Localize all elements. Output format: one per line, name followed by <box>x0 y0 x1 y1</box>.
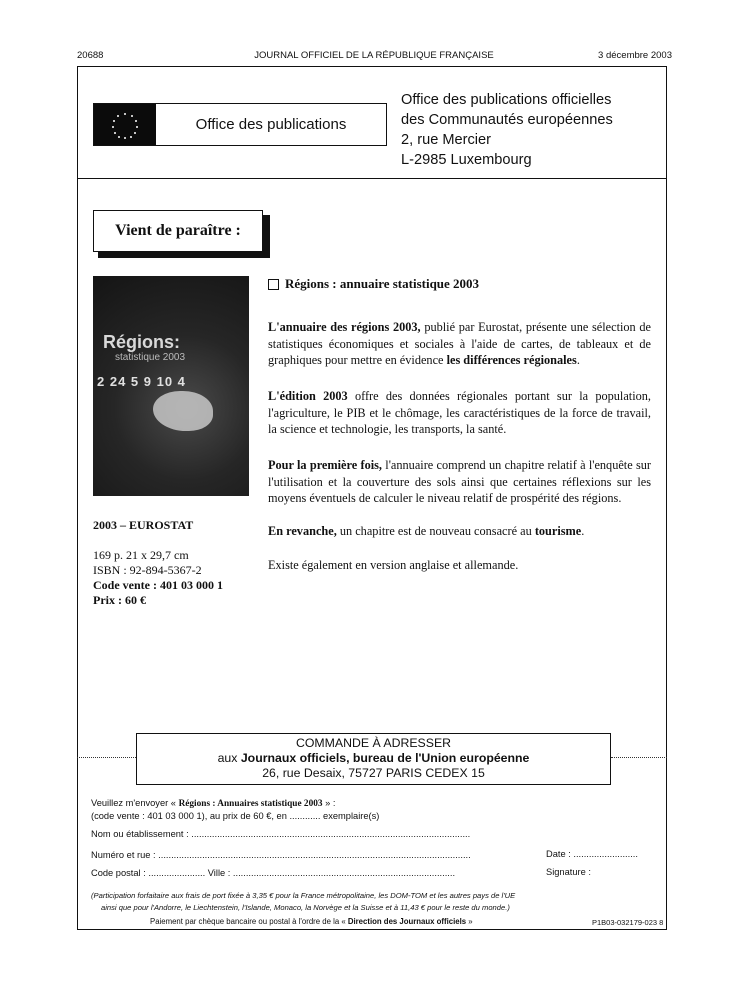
address-line: Office des publications officielles <box>401 92 612 108</box>
paragraph-languages: Existe également en version anglaise et allemande. <box>268 558 519 572</box>
form-text: » : <box>322 798 336 808</box>
paragraph-bold: les différences régionales <box>446 353 577 367</box>
header-divider <box>77 178 667 179</box>
shipping-note: (Participation forfaitaire aux frais de port fixée à 3,35 € pour la France métropolitaine, les DOM-TOM et les autres pays de l'UE <box>91 891 516 900</box>
article-title-row <box>268 276 479 292</box>
eu-flag-icon <box>94 104 156 145</box>
paragraph-bold: En revanche, <box>268 524 337 538</box>
paragraph-bold: L'annuaire des régions 2003, <box>268 320 421 334</box>
publisher-box-label: Office des publications <box>195 116 347 133</box>
payment-text: Paiement par chèque bancaire ou postal à l'ordre de la « <box>150 917 348 926</box>
order-address-box <box>136 733 611 785</box>
cover-numbers: 2 24 5 9 10 4 <box>97 374 186 389</box>
cover-title: Régions: <box>103 332 181 352</box>
paragraph-text: un chapitre est de nouveau consacré au <box>336 524 535 538</box>
cover-map-shape <box>153 391 213 431</box>
payment-payee: Direction des Journaux officiels <box>347 917 467 926</box>
journal-title: JOURNAL OFFICIEL DE LA RÉPUBLIQUE FRANÇAISE <box>254 50 494 61</box>
cover-subtitle: statistique 2003 <box>115 352 186 363</box>
form-postal-field[interactable]: Code postal : ...................... Ville : ...................................................................................... <box>91 868 456 878</box>
paragraph-first-time <box>268 457 651 507</box>
reference-code: P1B03-032179-023 8 <box>592 918 664 927</box>
book-price: Prix : 60 € <box>93 593 146 607</box>
form-date-field[interactable]: Date : ......................... <box>546 849 638 859</box>
paragraph-bold: L'édition 2003 <box>268 389 348 403</box>
paragraph-text: . <box>581 524 585 538</box>
form-signature-field[interactable]: Signature : <box>546 867 591 877</box>
book-cover-image <box>93 276 249 496</box>
book-pages: 169 p. 21 x 29,7 cm <box>93 548 189 562</box>
paragraph-text: l'annuaire comprend un chapitre relatif à l'enquête sur l'utilisation et la couverture des sols ainsi que certaines réflexions sur les moyens éventuels de calculer le niveau relatif de prospérité des régions. <box>268 458 651 505</box>
order-recipient-name: Journaux officiels, bureau de l'Union européenne <box>240 751 530 765</box>
paragraph-tourism <box>268 523 651 540</box>
payment-note <box>150 916 473 928</box>
order-recipient <box>137 751 610 766</box>
form-quantity-field[interactable]: (code vente : 401 03 000 1), au prix de 60 €, en ............ exemplaire(s) <box>91 811 380 821</box>
form-request-line <box>91 797 335 810</box>
publisher-box <box>93 103 387 146</box>
paragraph-bold: Pour la première fois, <box>268 458 383 472</box>
paragraph-text: . <box>576 353 580 367</box>
form-title: Régions : Annuaires statistique 2003 <box>178 799 323 809</box>
address-line: des Communautés européennes <box>401 112 613 128</box>
payment-text: » <box>466 917 473 926</box>
order-address: 26, rue Desaix, 75727 PARIS CEDEX 15 <box>262 766 485 780</box>
publisher-address <box>401 90 613 170</box>
shipping-note: ainsi que pour l'Andorre, le Liechtenstein, l'Islande, Monaco, la Norvège et la Suisse et à 11,43 € pour le reste du monde.) <box>101 903 510 912</box>
new-release-banner: Vient de paraître : <box>93 210 263 252</box>
order-heading: COMMANDE À ADRESSER <box>295 736 452 750</box>
paragraph-text: offre des données régionales portant sur la population, l'agriculture, le PIB et le chômage, les caractéristiques de la force de travail, la science et technologie, les transports, la santé. <box>268 389 652 436</box>
dotted-leader <box>77 757 136 758</box>
form-name-field[interactable]: Nom ou établissement : ............................................................................................................ <box>91 829 471 839</box>
order-recipient-prefix: aux <box>217 751 241 765</box>
form-street-field[interactable]: Numéro et rue : ......................................................................................................................... <box>91 850 471 860</box>
page-number: 20688 <box>77 50 104 61</box>
article-title: Régions : annuaire statistique 2003 <box>285 276 480 291</box>
book-isbn: ISBN : 92-894-5367-2 <box>93 563 202 577</box>
form-text: Veuillez m'envoyer « <box>91 798 179 808</box>
dotted-leader <box>611 757 667 758</box>
issue-date: 3 décembre 2003 <box>598 50 672 61</box>
paragraph-edition <box>268 388 651 438</box>
paragraph-text: publié par Eurostat, présente une sélection de statistiques économiques et sociales à l'aide de cartes, de tableaux et de graphiques pour mettre en évidence <box>268 320 651 367</box>
banner-shadow <box>98 252 270 258</box>
address-line: 2, rue Mercier <box>401 132 492 148</box>
paragraph-intro <box>268 319 651 369</box>
address-line: L-2985 Luxembourg <box>401 152 532 168</box>
book-code: Code vente : 401 03 000 1 <box>93 578 223 592</box>
paragraph-bold: tourisme <box>534 524 582 538</box>
book-publisher: 2003 – EUROSTAT <box>93 518 194 532</box>
checkbox-icon <box>268 279 279 290</box>
